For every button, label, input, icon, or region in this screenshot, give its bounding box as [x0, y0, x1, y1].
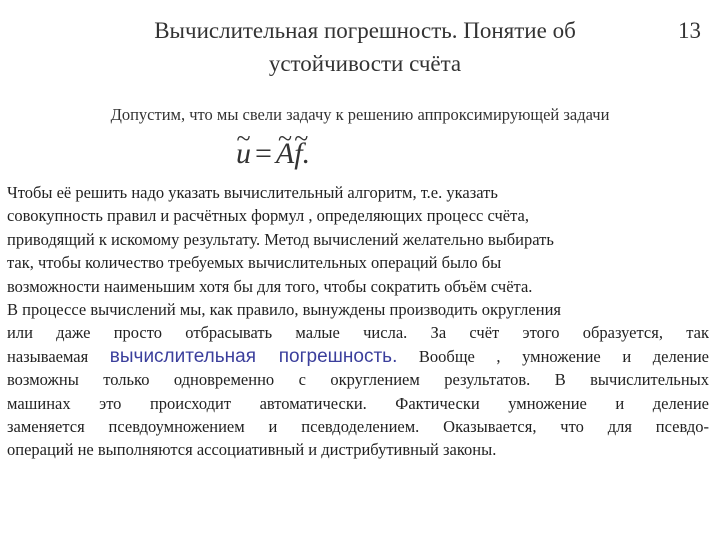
formula-u-tilde: ~ u	[236, 134, 251, 174]
body-line: возможны только одновременно с округлением результатов. В вычислительных	[7, 370, 709, 390]
title-line-2: устойчивости счёта	[268, 51, 462, 76]
slide-title	[110, 14, 620, 80]
body-line: операций не выполняются ассоциативный и дистрибутивный законы.	[7, 440, 497, 460]
page-number: 13	[678, 18, 701, 43]
line-prefix: называемая	[7, 346, 110, 366]
formula-period: .	[302, 137, 311, 170]
body-line: или даже просто отбрасывать малые числа. За счёт этого образуется, так	[7, 323, 709, 343]
body-line: приводящий к искомому результату. Метод вычислений желательно выбирать	[7, 229, 554, 249]
body-line: Чтобы её решить надо указать вычислительный алгоритм, т.е. указать	[7, 183, 498, 202]
highlighted-term: вычислительная погрешность.	[109, 345, 398, 367]
line-suffix: Вообще , умножение и деление	[397, 346, 709, 366]
formula-equals: =	[255, 137, 272, 170]
body-line: так, чтобы количество требуемых вычислительных операций было бы	[7, 253, 502, 273]
formula-f-tilde: ~ f	[294, 134, 302, 174]
body-paragraph	[7, 181, 709, 462]
formula	[236, 134, 310, 174]
body-line: машинах это происходит автоматически. Фактически умножение и деление	[7, 393, 709, 413]
body-line: заменяется псевдоумножением и псевдоделением. Оказывается, что для псевдо-	[7, 416, 709, 436]
title-line-1: Вычислительная погрешность. Понятие об	[154, 18, 576, 43]
body-line: совокупность правил и расчётных формул , определяющих процесс счёта,	[7, 206, 529, 226]
body-line: возможности наименьшим хотя бы для того, чтобы сократить объём счёта.	[7, 276, 533, 296]
intro-sentence: Допустим, что мы свели задачу к решению аппроксимирующей задачи	[110, 105, 610, 124]
body-line-with-term	[7, 345, 709, 368]
body-line: В процессе вычислений мы, как правило, вынуждены производить округления	[7, 299, 561, 319]
formula-a-tilde: ~ A	[276, 134, 294, 174]
